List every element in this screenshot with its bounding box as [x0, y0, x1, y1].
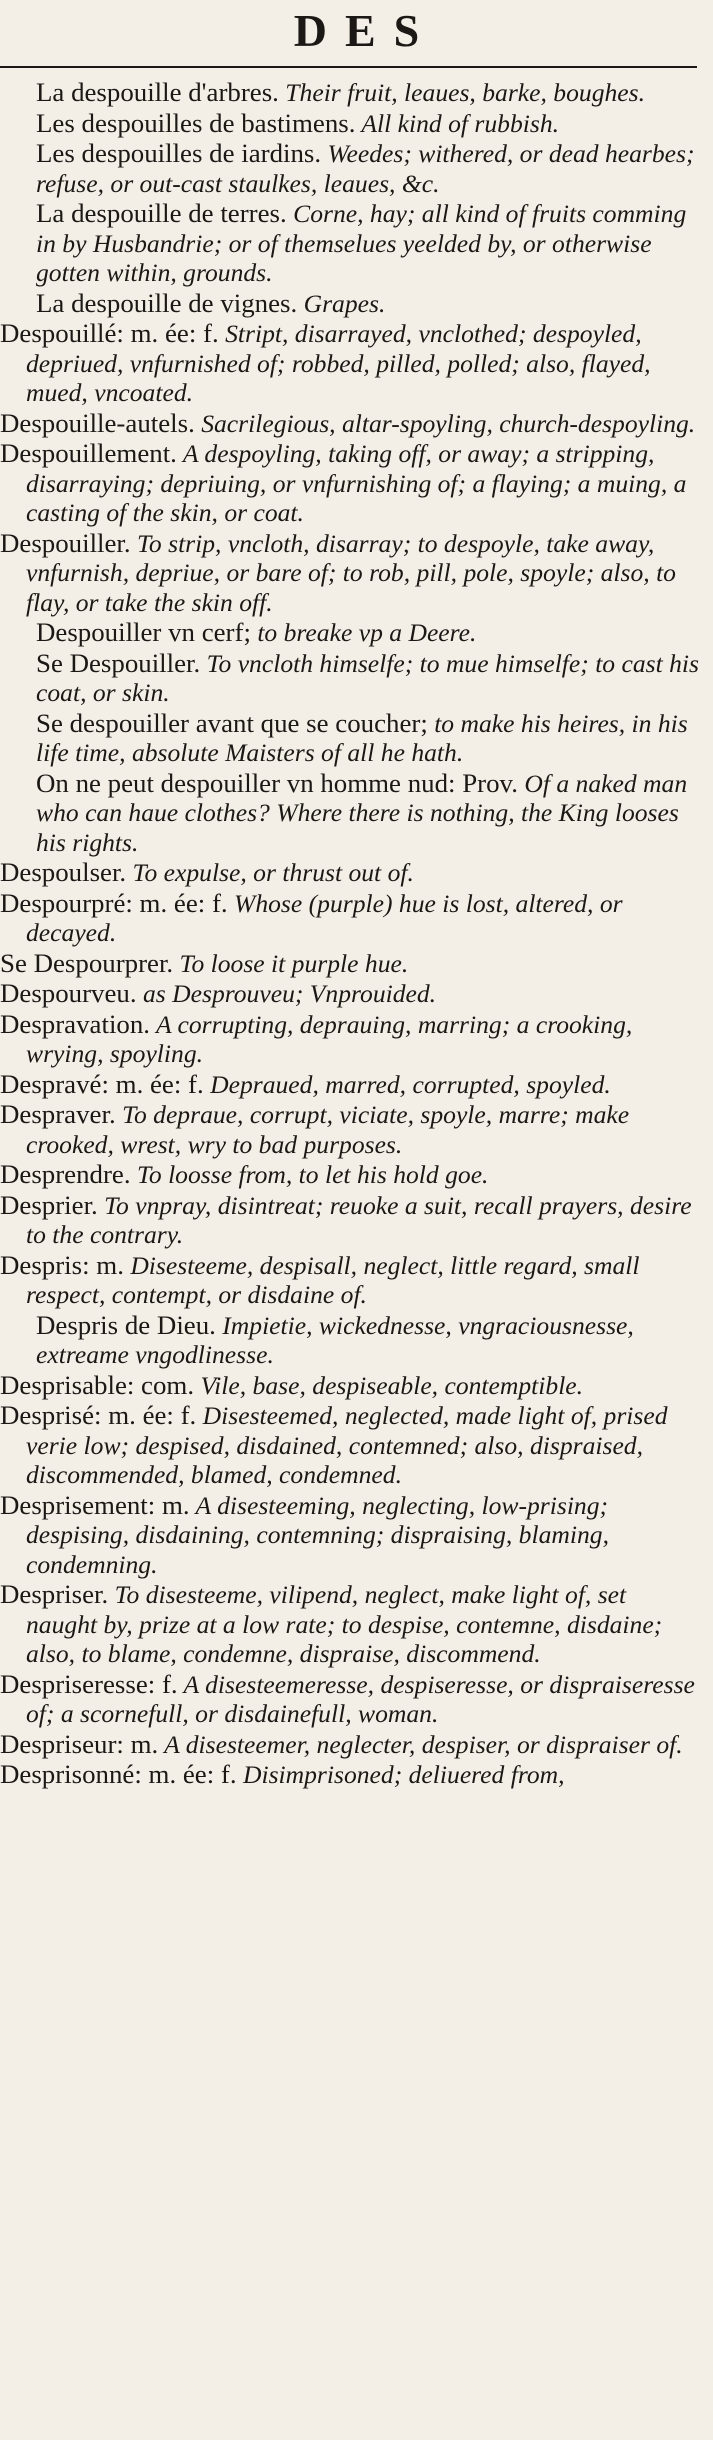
dictionary-entry: [0, 858, 699, 888]
dictionary-entry: [0, 409, 699, 439]
dictionary-entry: [0, 1371, 699, 1401]
translation: To vnpray, disintreat; reuoke a suit, recall prayers, desire to the contrary.: [26, 1190, 692, 1249]
dictionary-entry: [0, 949, 699, 979]
sub-entry: [0, 1311, 699, 1370]
sub-entry: [0, 709, 699, 768]
translation: Grapes.: [297, 288, 386, 318]
translation: to make his heires, in his life time, absolute Maisters of all he hath.: [36, 708, 688, 767]
headword: Despoulser.: [0, 857, 127, 887]
headword: Se despouiller avant que se coucher;: [36, 707, 428, 738]
dictionary-entry: [0, 1670, 699, 1729]
dictionary-entry: [0, 1580, 699, 1669]
dictionary-entry: [0, 439, 699, 528]
sub-entry: [0, 618, 699, 648]
dictionary-entry: [0, 1760, 699, 1790]
headword: Desprendre.: [0, 1159, 131, 1189]
translation: A disesteemeresse, despiseresse, or dispraiseresse of; a scornefull, or disdainefull, woman.: [26, 1669, 695, 1728]
translation: Weedes; withered, or dead hearbes; refuse, or out-cast staulkes, leaues, &c.: [36, 139, 695, 198]
translation: To expulse, or thrust out of.: [126, 858, 414, 887]
headword: Desprier.: [0, 1189, 98, 1220]
translation: To strip, vncloth, disarray; to despoyle, take away, vnfurnish, depriue, or bare of; to rob, pill, pole, spoyle; also, to flay, or take the skin off.: [26, 528, 676, 617]
headword: Despouillé: m. ée: f.: [0, 318, 219, 348]
translation: Stript, disarrayed, vnclothed; despoyled, depriued, vnfurnished of; robbed, pilled, polled; also, flayed, mued, vncoated.: [26, 319, 651, 407]
translation: Sacrilegious, altar-spoyling, church-despoyling.: [194, 408, 696, 438]
headword: Desprisé: m. ée: f.: [0, 1400, 197, 1430]
translation: Disesteeme, despisall, neglect, little regard, small respect, contempt, or disdaine of.: [26, 1250, 640, 1309]
translation: A disesteemer, neglecter, despiser, or dispraiser of.: [158, 1729, 683, 1759]
dictionary-entry: [0, 1191, 699, 1250]
translation: Of a naked man who can haue clothes? Where there is nothing, the King looses his rights.: [36, 768, 688, 857]
dictionary-entry: [0, 1251, 699, 1310]
headword: Despris: m.: [0, 1249, 124, 1280]
headword: Desprisable: com.: [0, 1369, 195, 1400]
sub-entry: [0, 289, 699, 319]
translation: To disesteeme, vilipend, neglect, make light of, set naught by, prize at a low rate; to despise, contemne, disdaine; also, to blame, condemne, dispraise, discommend.: [26, 1580, 663, 1668]
translation: Their fruit, leaues, barke, boughes.: [278, 78, 646, 107]
headword: Despourpré: m. ée: f.: [0, 887, 228, 918]
headword: La despouille d'arbres.: [36, 77, 279, 107]
translation: Disimprisoned; deliuered from,: [236, 1760, 565, 1789]
translation: Depraued, marred, corrupted, spoyled.: [203, 1069, 611, 1099]
dictionary-entry: [0, 979, 699, 1009]
translation: To loose it purple hue.: [173, 948, 409, 978]
translation: Disesteemed, neglected, made light of, prised verie low; despised, disdained, contemned; also, dispraised, discommended, blamed, condemned.: [26, 1401, 668, 1489]
headword: Despourveu.: [0, 978, 137, 1008]
sub-entry: [0, 78, 699, 108]
translation: as Desprouveu; Vnprouided.: [136, 979, 437, 1008]
translation: A despoyling, taking off, or away; a stripping, disarraying; depriuing, or vnfurnishing of; a flaying; a muing, a casting of the skin, or coat.: [26, 439, 687, 527]
headword: Se Despouiller.: [36, 647, 201, 678]
translation: To vncloth himselfe; to mue himselfe; to cast his coat, or skin.: [36, 648, 699, 707]
entry-list: [0, 68, 713, 1790]
headword: La despouille de vignes.: [36, 287, 298, 318]
translation: to breake vp a Deere.: [250, 618, 477, 647]
sub-entry: [0, 109, 699, 139]
sub-entry: [0, 199, 699, 288]
headword: Despriser.: [0, 1579, 109, 1609]
translation: To depraue, corrupt, viciate, spoyle, marre; make crooked, wrest, wry to bad purposes.: [26, 1100, 630, 1159]
headword: Desprisement: m.: [0, 1489, 190, 1520]
headword: Despouillement.: [0, 438, 177, 468]
headword: Despris de Dieu.: [36, 1309, 216, 1340]
translation: To loosse from, to let his hold goe.: [130, 1160, 489, 1189]
headword: Despouiller.: [0, 527, 131, 558]
dictionary-entry: [0, 1070, 699, 1100]
dictionary-entry: [0, 889, 699, 948]
translation: Whose (purple) hue is lost, altered, or decayed.: [26, 888, 623, 947]
translation: A corrupting, deprauing, marring; a crooking, wrying, spoyling.: [26, 1009, 633, 1068]
headword: Despraver.: [0, 1099, 116, 1129]
headword: Despouille-autels.: [0, 407, 195, 438]
headword: Despravé: m. ée: f.: [0, 1068, 204, 1099]
dictionary-entry: [0, 1401, 699, 1490]
dictionary-entry: [0, 1491, 699, 1580]
dictionary-entry: [0, 1100, 699, 1159]
translation: Vile, base, despiseable, contemptible.: [194, 1370, 584, 1400]
sub-entry: [0, 769, 699, 858]
headword: On ne peut despouiller vn homme nud: Prov.: [36, 767, 518, 798]
translation: Corne, hay; all kind of fruits comming in by Husbandrie; or of themselues yeelded by, or otherwise gotten within, grounds.: [36, 199, 687, 287]
headword: Despouiller vn cerf;: [36, 617, 251, 647]
page-header: DES: [293, 5, 438, 56]
headword: Desprisonné: m. ée: f.: [0, 1759, 237, 1789]
headword: Despriseresse: f.: [0, 1668, 178, 1699]
headword: Despravation.: [0, 1008, 151, 1039]
dictionary-entry: [0, 319, 699, 408]
translation: All kind of rubbish.: [355, 108, 560, 138]
headword: Se Despourprer.: [0, 947, 174, 978]
headword: Les despouilles de bastimens.: [36, 107, 356, 138]
dictionary-entry: [0, 1160, 699, 1190]
headword: Les despouilles de iardins.: [36, 138, 322, 168]
translation: A disesteeming, neglecting, low-prising; despising, disdaining, contemning; dispraising, blaming, condemning.: [26, 1490, 609, 1579]
dictionary-entry: [0, 1730, 699, 1760]
sub-entry: [0, 139, 699, 198]
headword: Despriseur: m.: [0, 1728, 159, 1759]
translation: Impietie, wickednesse, vngraciousnesse, extreame vngodlinesse.: [36, 1310, 634, 1369]
sub-entry: [0, 649, 699, 708]
dictionary-entry: [0, 1010, 699, 1069]
dictionary-entry: [0, 529, 699, 618]
headword: La despouille de terres.: [36, 198, 287, 228]
